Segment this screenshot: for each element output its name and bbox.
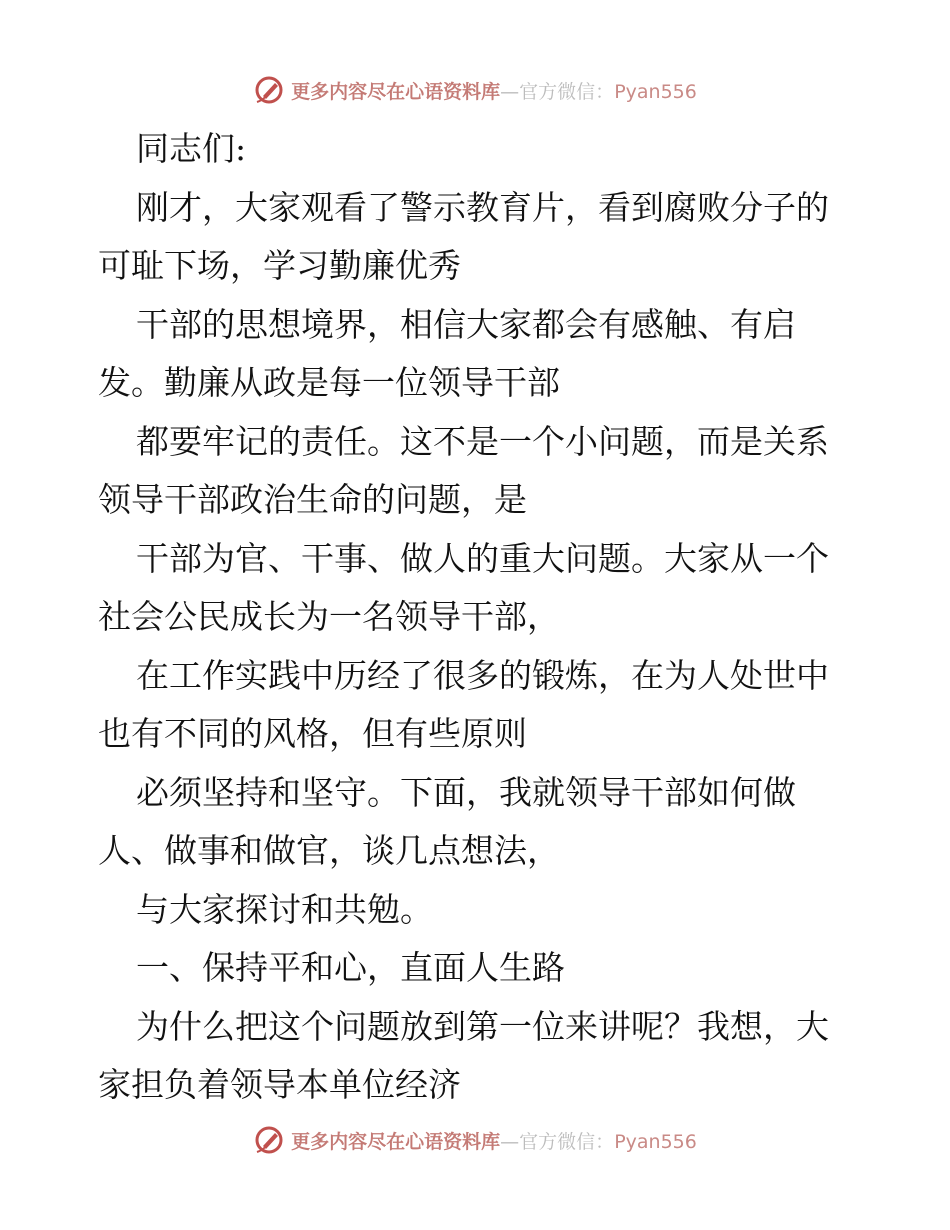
text-line: 可耻下场，学习勤廉优秀 [98, 246, 461, 285]
watermark-wechat-id: Pyan556 [614, 80, 697, 103]
text-line: 干部为官、干事、做人的重大问题。大家从一个 [136, 538, 829, 578]
text-line: 干部的思想境界，相信大家都会有感触、有启 [136, 304, 796, 344]
text-line: 也有不同的风格，但有些原则 [98, 714, 527, 753]
text-line: 与大家探讨和共勉。 [136, 889, 433, 929]
text-line: 发。勤廉从政是每一位领导干部 [98, 363, 560, 402]
watermark-wechat-id: Pyan556 [614, 1130, 697, 1153]
text-line: 社会公民成长为一名领导干部， [98, 597, 560, 636]
text-line: 在工作实践中历经了很多的锻炼，在为人处世中 [136, 655, 829, 695]
document-body [98, 120, 858, 1115]
text-line: 同志们: [136, 129, 247, 168]
pen-logo-icon [253, 1124, 285, 1156]
watermark-text [291, 1127, 697, 1154]
text-line: 刚才，大家观看了警示教育片，看到腐败分子的 [136, 187, 829, 227]
pen-logo-icon [253, 74, 285, 106]
text-line: 领导干部政治生命的问题，是 [98, 480, 527, 519]
text-line: 家担负着领导本单位经济 [98, 1065, 461, 1104]
watermark-wechat-label: —官方微信： [500, 80, 615, 103]
text-line: 都要牢记的责任。这不是一个小问题，而是关系 [136, 421, 829, 461]
watermark-site-name: 更多内容尽在心语资料库 [291, 1130, 501, 1153]
watermark-site-name: 更多内容尽在心语资料库 [291, 80, 501, 103]
text-line: 一、保持平和心，直面人生路 [136, 948, 565, 987]
footer-watermark [0, 1120, 950, 1160]
watermark-wechat-label: —官方微信： [500, 1130, 615, 1153]
text-line: 为什么把这个问题放到第一位来讲呢？我想，大 [136, 1006, 829, 1046]
header-watermark [0, 70, 950, 110]
text-line: 人、做事和做官，谈几点想法， [98, 831, 560, 870]
text-line: 必须坚持和坚守。下面，我就领导干部如何做 [136, 772, 796, 812]
watermark-text [291, 77, 697, 104]
